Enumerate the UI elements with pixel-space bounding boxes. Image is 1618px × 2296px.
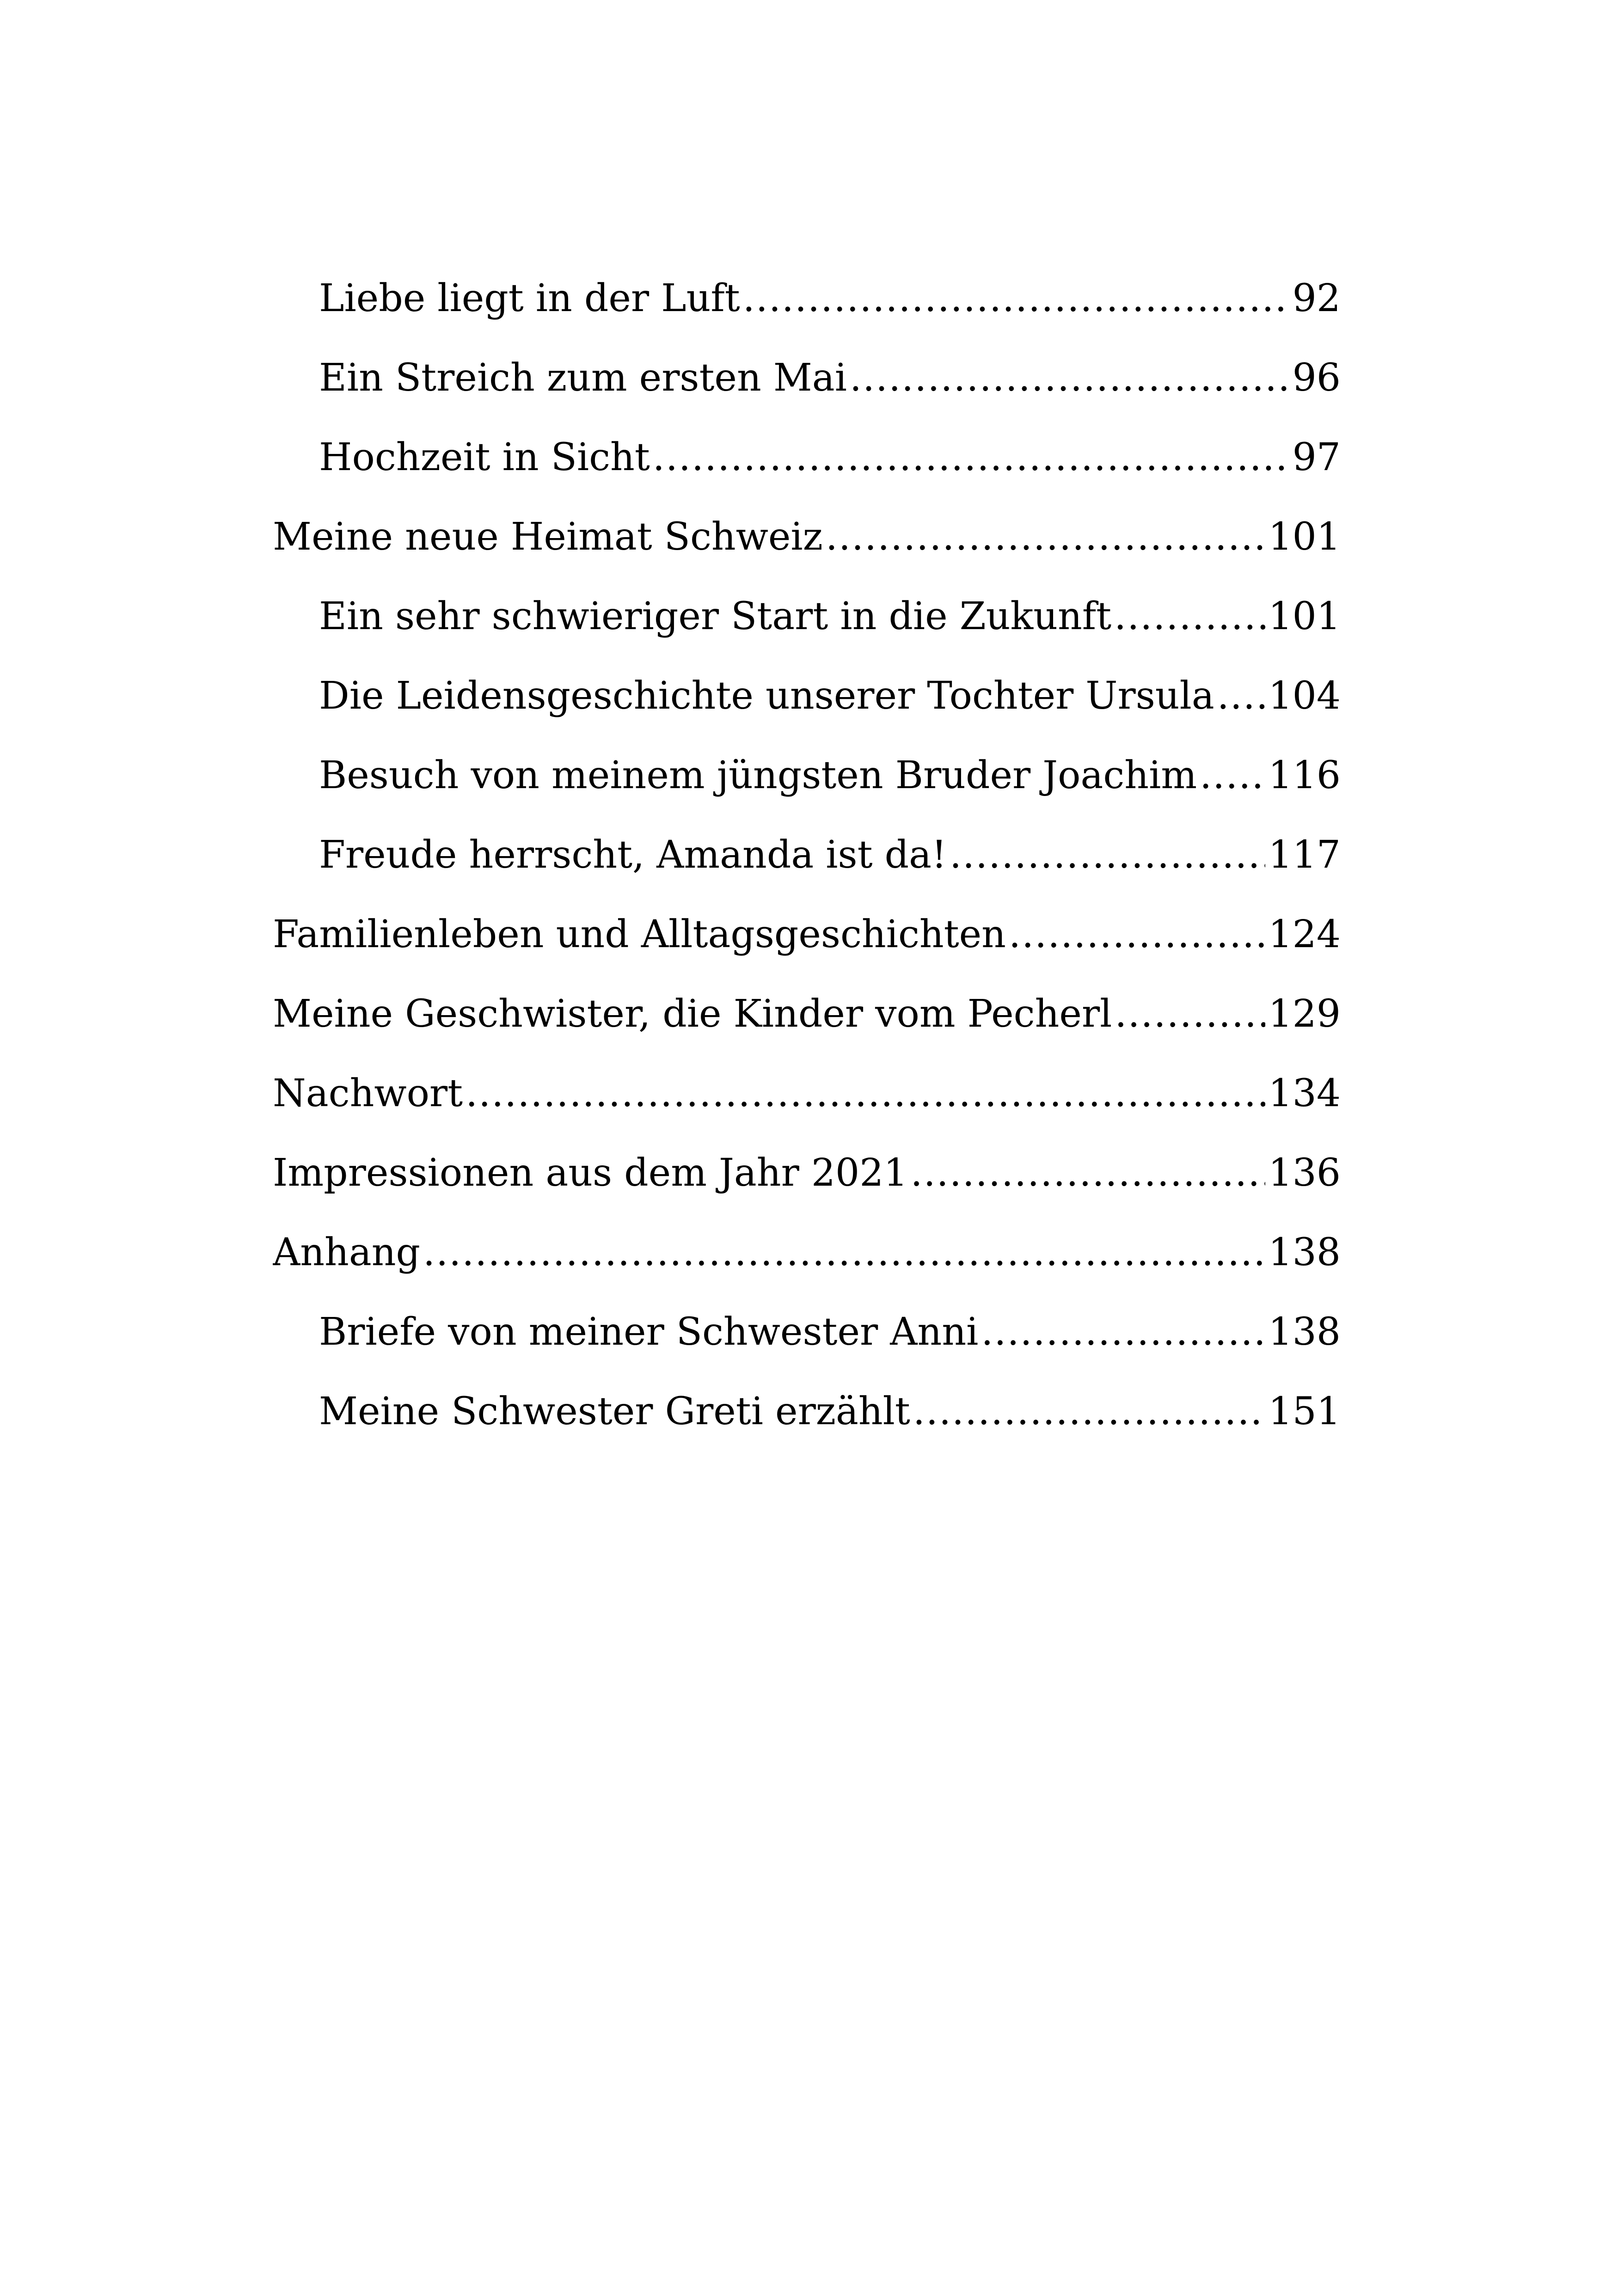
toc-entry-title: Meine Geschwister, die Kinder vom Pecherl	[273, 992, 1112, 1036]
toc-entry	[273, 259, 1341, 338]
toc-entry-page-number: 97	[1292, 435, 1341, 479]
toc-entry-title: Hochzeit in Sicht	[319, 435, 650, 479]
toc-entry	[273, 895, 1341, 974]
toc-entry-page-number: 134	[1268, 1071, 1341, 1115]
toc-dot-leader	[743, 259, 1290, 338]
toc-entry	[273, 656, 1341, 736]
toc-entry	[273, 1292, 1341, 1372]
toc-entry-title: Besuch von meinem jüngsten Bruder Joachim	[319, 753, 1197, 797]
toc-entry-page-number: 129	[1268, 992, 1341, 1036]
toc-entry-title: Anhang	[273, 1231, 421, 1274]
toc-entry	[273, 815, 1341, 895]
toc-entry-title: Ein sehr schwieriger Start in die Zukunft	[319, 594, 1112, 638]
toc-dot-leader	[913, 1372, 1266, 1451]
toc-entry	[273, 1133, 1341, 1213]
toc-dot-leader	[911, 1133, 1266, 1213]
toc-entry-page-number: 138	[1268, 1310, 1341, 1354]
toc-entry-title: Liebe liegt in der Luft	[319, 276, 740, 320]
toc-entry-page-number: 151	[1268, 1390, 1341, 1433]
toc-dot-leader	[466, 1054, 1265, 1133]
toc-entry-title: Nachwort	[273, 1071, 463, 1115]
toc-entry-title: Ein Streich zum ersten Mai	[319, 356, 847, 400]
toc-dot-leader	[950, 815, 1266, 895]
toc-entry-title: Impressionen aus dem Jahr 2021	[273, 1151, 908, 1195]
toc-dot-leader	[423, 1213, 1265, 1292]
toc-entry	[273, 1213, 1341, 1292]
toc-entry-title: Freude herrscht, Amanda ist da!	[319, 833, 947, 877]
toc-entry-title: Meine Schwester Greti erzählt	[319, 1390, 910, 1433]
toc-entry	[273, 418, 1341, 497]
toc-entry-page-number: 104	[1268, 674, 1341, 718]
toc-entry-page-number: 96	[1292, 356, 1341, 400]
toc-entry-page-number: 116	[1268, 753, 1341, 797]
toc-dot-leader	[1200, 736, 1265, 815]
toc-entry	[273, 736, 1341, 815]
toc-entry-page-number: 136	[1268, 1151, 1341, 1195]
toc-dot-leader	[981, 1292, 1265, 1372]
toc-entry-page-number: 92	[1292, 276, 1341, 320]
table-of-contents	[273, 259, 1341, 1451]
toc-entry	[273, 1372, 1341, 1451]
toc-entry	[273, 577, 1341, 656]
toc-dot-leader	[653, 418, 1290, 497]
toc-dot-leader	[826, 497, 1266, 577]
toc-entry-page-number: 138	[1268, 1231, 1341, 1274]
toc-entry-page-number: 124	[1268, 912, 1341, 956]
toc-dot-leader	[1217, 656, 1266, 736]
toc-entry-title: Briefe von meiner Schwester Anni	[319, 1310, 979, 1354]
toc-dot-leader	[1009, 895, 1265, 974]
toc-entry-page-number: 101	[1268, 594, 1341, 638]
toc-entry-title: Die Leidensgeschichte unserer Tochter Ursula	[319, 674, 1214, 718]
toc-entry	[273, 1054, 1341, 1133]
toc-entry	[273, 497, 1341, 577]
toc-entry-title: Familienleben und Alltagsgeschichten	[273, 912, 1006, 956]
toc-entry	[273, 338, 1341, 418]
toc-dot-leader	[850, 338, 1290, 418]
toc-dot-leader	[1114, 577, 1265, 656]
toc-dot-leader	[1115, 974, 1265, 1054]
toc-entry-page-number: 101	[1268, 515, 1341, 559]
toc-entry-title: Meine neue Heimat Schweiz	[273, 515, 823, 559]
toc-entry	[273, 974, 1341, 1054]
toc-entry-page-number: 117	[1268, 833, 1341, 877]
